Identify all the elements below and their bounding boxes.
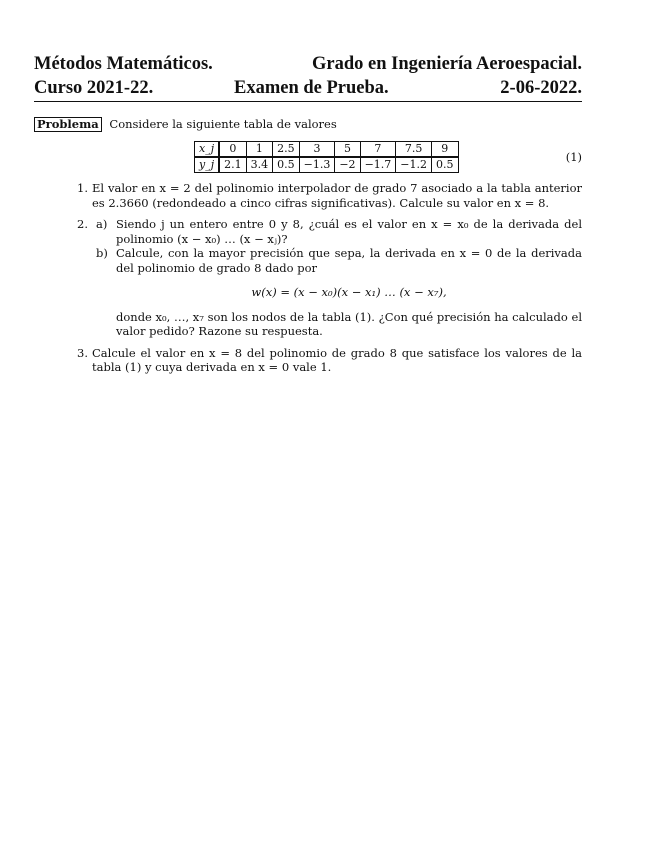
table-cell: −1.7 [360,157,396,173]
questions-list [34,181,582,375]
table-cell: 3.4 [246,157,273,173]
problem-statement [34,117,582,132]
subquestion-text-continued: donde x₀, …, x₇ son los nodos de la tabla (1). ¿Con qué precisión ha calculado el valor pedido? Razone su respuesta. [116,309,582,338]
question-2b [92,246,582,339]
table-cell: 7.5 [396,142,432,158]
table-cell: −1.3 [299,157,335,173]
question-2a [92,217,582,246]
y-header-cell: y_j [195,157,220,173]
exam-header [34,52,582,102]
subquestion-label: a) [96,217,108,231]
table-cell: 2.5 [273,142,300,158]
subquestion-text: Siendo j un entero entre 0 y 8, ¿cuál es el valor en x = x₀ de la derivada del polinomio (x − x₀) … (x − xⱼ)? [116,217,582,246]
table-cell: 9 [432,142,459,158]
exam-page [34,52,582,375]
table-row-y [195,157,459,173]
table-cell: 0 [219,142,246,158]
degree-title: Grado en Ingeniería Aeroespacial. [312,54,582,74]
question-2 [34,217,582,339]
table-cell: 3 [299,142,335,158]
table-cell: −2 [335,157,360,173]
subquestion-label: b) [96,246,108,260]
academic-year: Curso 2021-22. [34,78,154,98]
table-cell: 7 [360,142,396,158]
subquestion-text: Calcule, con la mayor precisión que sepa, la derivada en x = 0 de la derivada del polinomio de grado 8 dado por [116,246,582,275]
question-text: El valor en x = 2 del polinomio interpolador de grado 7 asociado a la tabla anterior es 2.3660 (redondeado a cinco cifras significativas). Calcule su valor en x = 8. [92,181,582,210]
question-3 [34,346,582,375]
values-table-block [34,141,582,174]
exam-type: Examen de Prueba. [234,78,389,98]
question-1 [34,181,582,210]
formula-w: w(x) = (x − x₀)(x − x₁) … (x − x₇), [251,285,447,299]
header-row-1 [34,52,582,76]
header-row-2 [34,76,582,102]
exam-date: 2-06-2022. [500,78,582,98]
equation-number: (1) [565,150,582,164]
table-cell: 2.1 [219,157,246,173]
question-number: 2. [77,217,88,231]
table-cell: −1.2 [396,157,432,173]
problem-label: Problema [34,117,102,132]
question-text: Calcule el valor en x = 8 del polinomio de grado 8 que satisface los valores de la tabla (1) y cuya derivada en x = 0 vale 1. [92,345,582,374]
x-header-cell: x_j [195,142,220,158]
table-cell: 0.5 [432,157,459,173]
table-row-x [195,142,459,158]
problem-intro: Considere la siguiente tabla de valores [109,117,337,131]
question-number: 3. [77,345,88,360]
course-title: Métodos Matemáticos. [34,54,213,74]
table-cell: 1 [246,142,273,158]
values-table [194,141,459,173]
table-cell: 5 [335,142,360,158]
question-number: 1. [77,181,88,195]
table-cell: 0.5 [273,157,300,173]
